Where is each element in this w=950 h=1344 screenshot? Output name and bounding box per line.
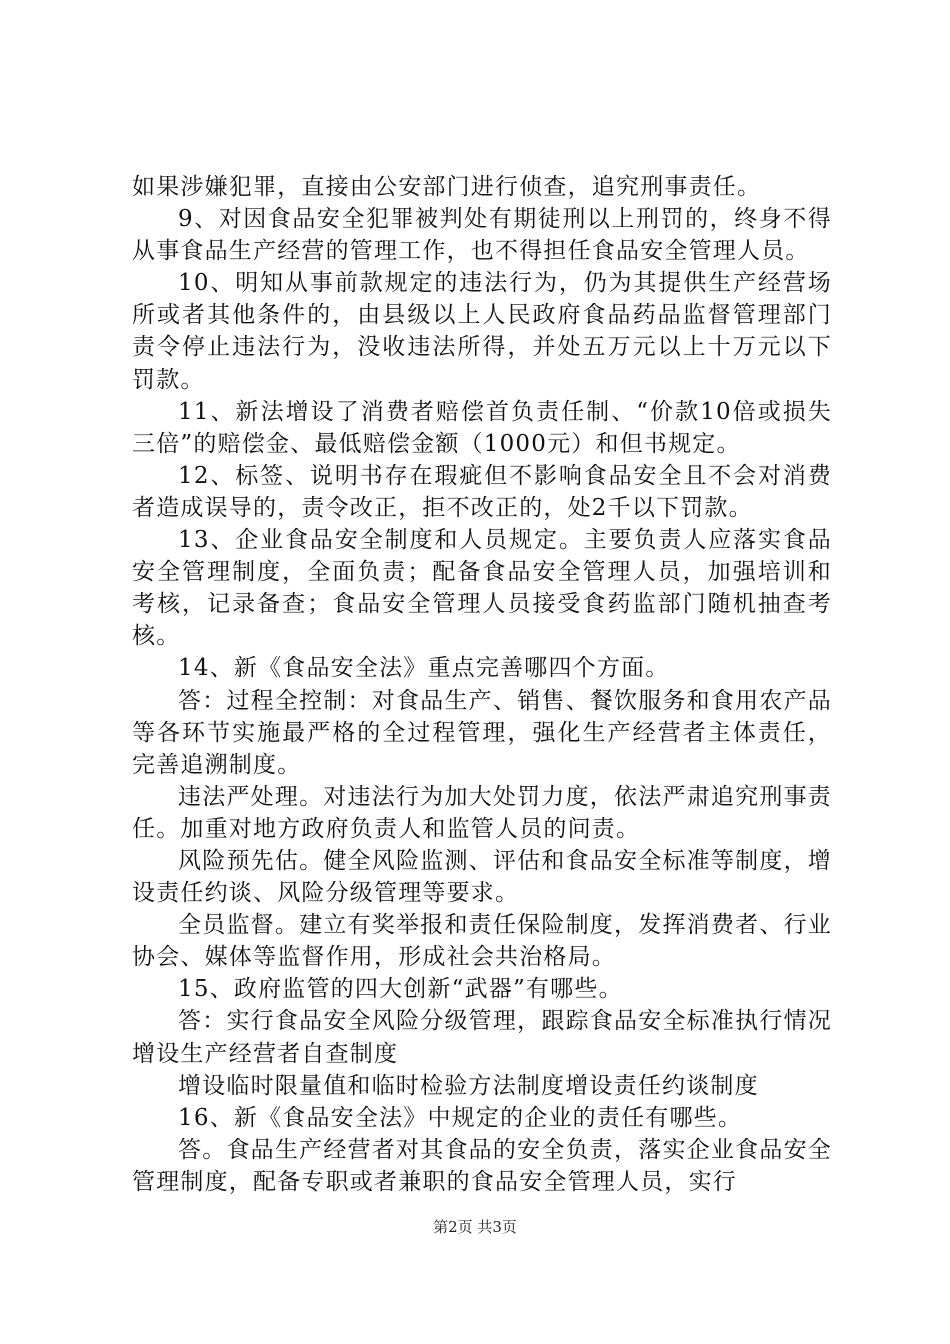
- paragraph: 16、新《食品安全法》中规定的企业的责任有哪些。: [178, 1104, 743, 1131]
- paragraph: 答：实行食品安全风险分级管理，跟踪食品安全标准执行情况增设生产经营者自查制度: [132, 1008, 832, 1067]
- paragraph: 14、新《食品安全法》重点完善哪四个方面。: [178, 655, 670, 682]
- paragraph: 增设临时限量值和临时检验方法制度增设责任约谈制度: [178, 1072, 759, 1099]
- page-footer: 第2页 共3页: [433, 1218, 517, 1236]
- paragraph: 答。食品生产经营者对其食品的安全负责，落实企业食品安全管理制度，配备专职或者兼职的食品安全管理人员，实行: [132, 1136, 832, 1195]
- paragraph: 12、标签、说明书存在瑕疵但不影响食品安全且不会对消费者造成误导的，责令改正，拒不改正的，处2千以下罚款。: [132, 462, 832, 521]
- document-body: [132, 171, 832, 1198]
- paragraph: 11、新法增设了消费者赔偿首负责任制、“价款10倍或损失三倍”的赔偿金、最低赔偿金额（1000元）和但书规定。: [132, 398, 832, 457]
- paragraph: 13、企业食品安全制度和人员规定。主要负责人应落实食品安全管理制度，全面负责；配备食品安全管理人员，加强培训和考核，记录备查；食品安全管理人员接受食药监部门随机抽查考核。: [132, 527, 832, 650]
- paragraph: 全员监督。建立有奖举报和责任保险制度，发挥消费者、行业协会、媒体等监督作用，形成社会共治格局。: [132, 912, 832, 971]
- paragraph: 违法严处理。对违法行为加大处罚力度，依法严肃追究刑事责任。加重对地方政府负责人和监管人员的问责。: [132, 783, 832, 842]
- paragraph: 15、政府监管的四大创新“武器”有哪些。: [178, 976, 623, 1003]
- paragraph: 风险预先估。健全风险监测、评估和食品安全标准等制度，增设责任约谈、风险分级管理等要求。: [132, 847, 832, 907]
- paragraph: 10、明知从事前款规定的违法行为，仍为其提供生产经营场所或者其他条件的，由县级以上人民政府食品药品监督管理部门责令停止违法行为，没收违法所得，并处五万元以上十万元以下罚款。: [132, 270, 832, 393]
- paragraph: 答：过程全控制：对食品生产、销售、餐饮服务和食用农产品等各环节实施最严格的全过程管理，强化生产经营者主体责任，完善追溯制度。: [132, 687, 832, 778]
- paragraph: 9、对因食品安全犯罪被判处有期徒刑以上刑罚的，终身不得从事食品生产经营的管理工作，也不得担任食品安全管理人员。: [132, 206, 832, 265]
- paragraph: 如果涉嫌犯罪，直接由公安部门进行侦查，追究刑事责任。: [132, 174, 762, 200]
